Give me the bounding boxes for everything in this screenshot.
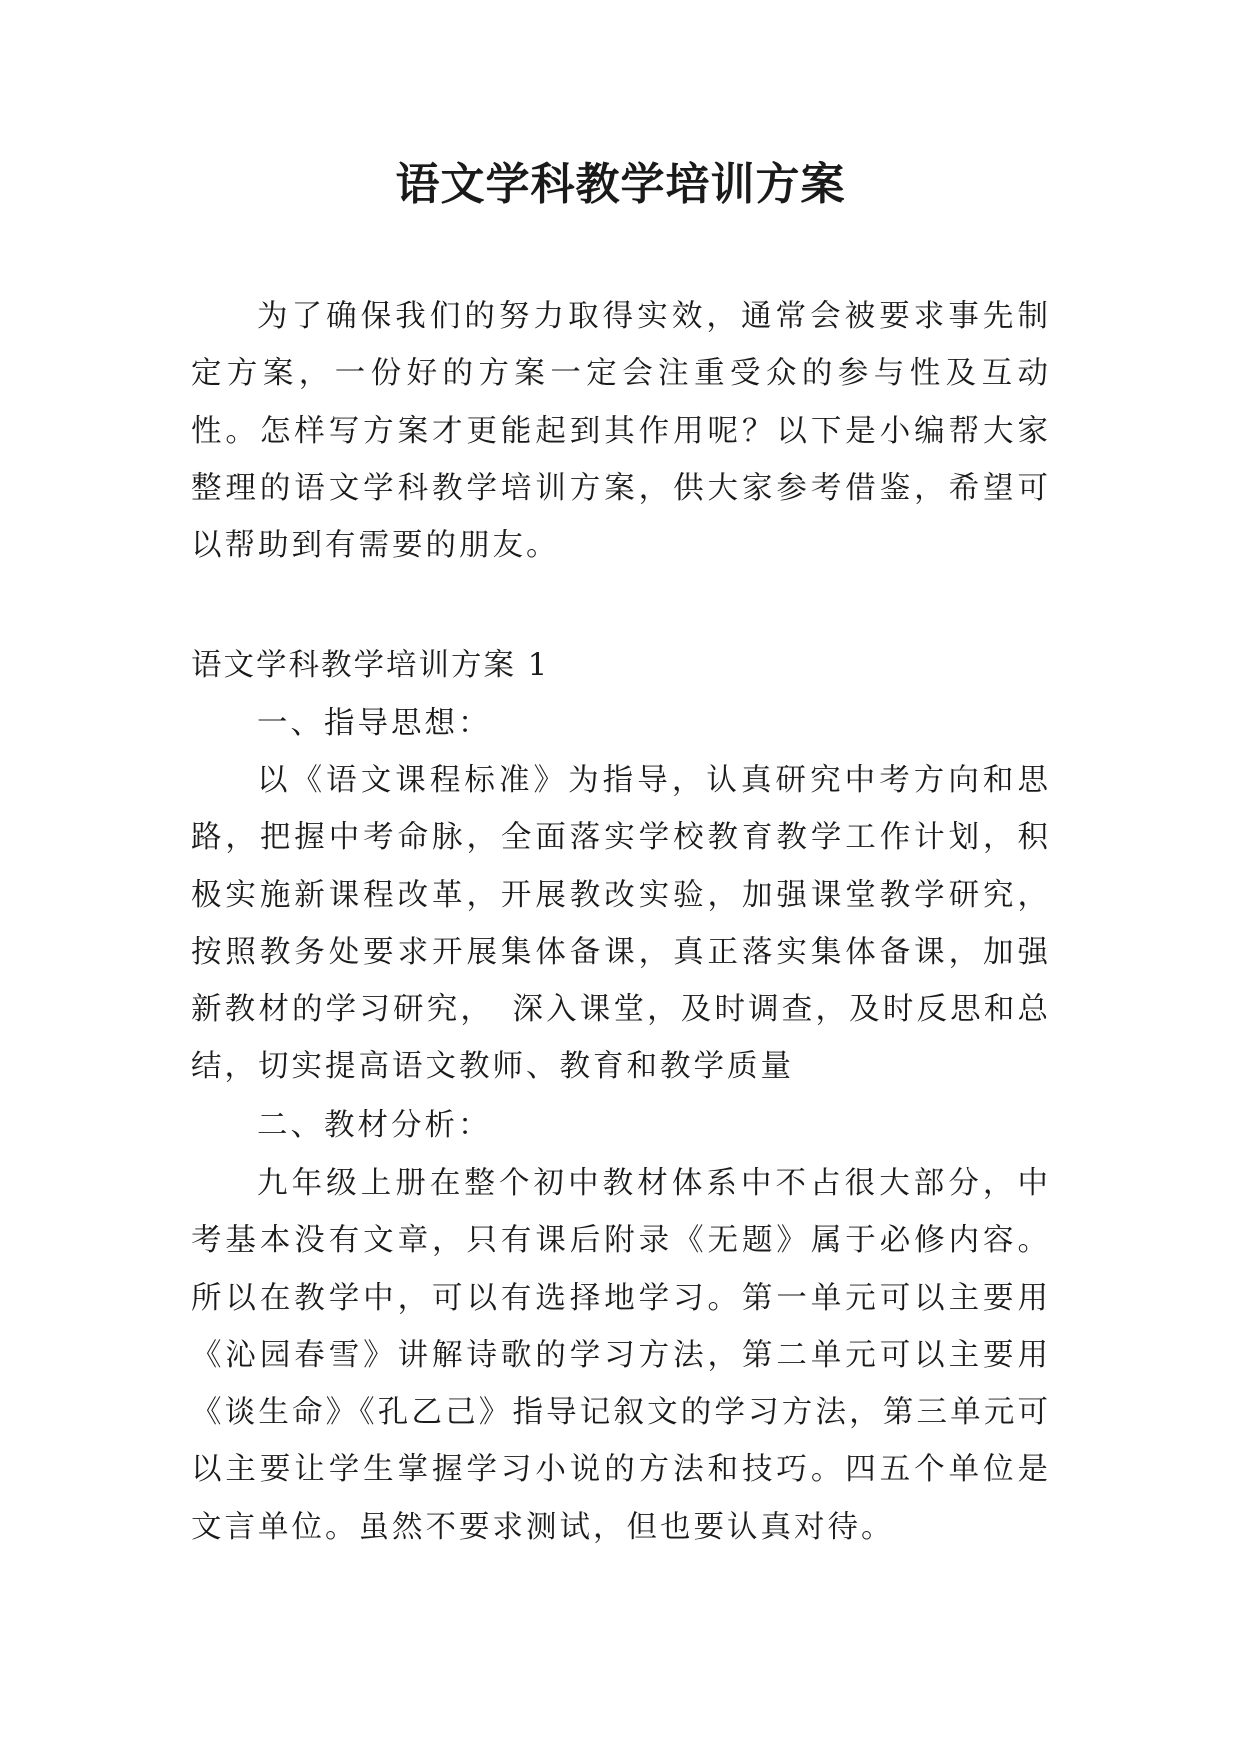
plan-subtitle: 语文学科教学培训方案 1 bbox=[191, 648, 550, 683]
section-heading-guiding-ideology: 一、指导思想： bbox=[257, 706, 492, 741]
section-heading-textbook-analysis: 二、教材分析： bbox=[257, 1108, 492, 1143]
document-title: 语文学科教学培训方案 bbox=[395, 159, 846, 210]
section-body-guiding-ideology: 以《语文课程标准》为指导，认真研究中考方向和思路，把握中考命脉，全面落实学校教育教学工作计划，积极实施新课程改革，开展教改实验，加强课堂教学研究，按照教务处要求开展集体备课，真正落实集体备课，加强新教材的学习研究， 深入课堂，及时调查，及时反思和总结，切实提高语文教师、教育和教学质量 bbox=[191, 763, 1051, 1085]
intro-paragraph: 为了确保我们的努力取得实效，通常会被要求事先制定方案，一份好的方案一定会注重受众的参与性及互动性。怎样写方案才更能起到其作用呢？以下是小编帮大家整理的语文学科教学培训方案，供大家参考借鉴，希望可以帮助到有需要的朋友。 bbox=[191, 299, 1051, 564]
section-body-textbook-analysis: 九年级上册在整个初中教材体系中不占很大部分，中考基本没有文章，只有课后附录《无题》属于必修内容。所以在教学中，可以有选择地学习。第一单元可以主要用《沁园春雪》讲解诗歌的学习方法，第二单元可以主要用《谈生命》《孔乙己》指导记叙文的学习方法，第三单元可以主要让学生掌握学习小说的方法和技巧。四五个单位是文言单位。虽然不要求测试，但也要认真对待。 bbox=[191, 1166, 1051, 1545]
